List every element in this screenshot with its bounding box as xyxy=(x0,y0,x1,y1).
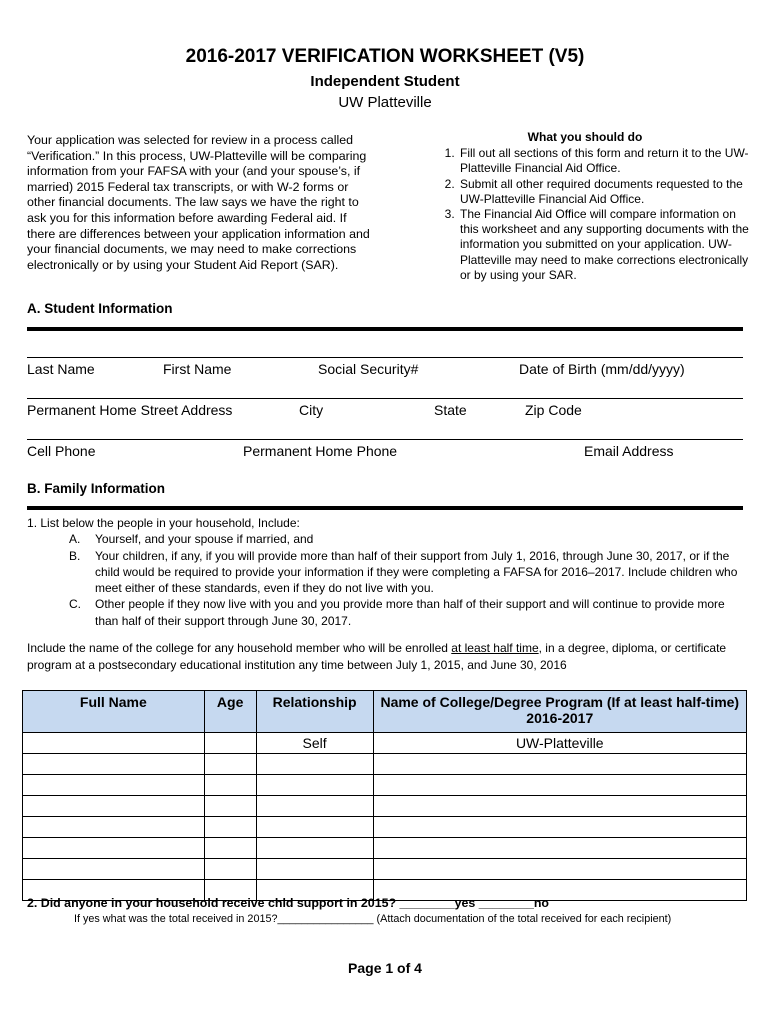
column-header-full-name: Full Name xyxy=(23,691,205,733)
note-text: Include the name of the college for any household member who will be enrolled xyxy=(27,641,452,655)
name-cell[interactable] xyxy=(23,775,205,796)
note-underlined: at least half time xyxy=(451,641,539,655)
subitem-marker: C. xyxy=(69,597,81,612)
street-address-field[interactable]: Permanent Home Street Address xyxy=(27,402,233,418)
dob-field[interactable]: Date of Birth (mm/dd/yyyy) xyxy=(519,361,685,377)
intro-paragraph: Your application was selected for review in a process called “Verification.” In this process, UW-Platteville will be comparing information from your FAFSA with your (and your spouse’s, if married) 2015 Federal tax transcripts, or with W-2 forms or other financial documents. The law says we have the right to ask you for this information before awarding Federal aid. If there are differences between your application information and your financial documents, we may need to make corrections electronically or by using your Student Aid Report (SAR). xyxy=(27,133,370,272)
item-text: . List below the people in your household, Include: xyxy=(33,516,300,530)
what-to-do-heading: What you should do xyxy=(527,130,643,144)
item-number: 1 xyxy=(27,516,34,530)
first-name-field[interactable]: First Name xyxy=(163,361,232,377)
field-divider xyxy=(27,357,743,358)
relationship-cell[interactable] xyxy=(256,838,373,859)
household-subitem xyxy=(27,531,747,547)
what-to-do-item: 3. The Financial Aid Office will compare information on this worksheet and any supporting documents with the information you submitted on your application. UW-Platteville may need to make corrections electronically or by using your SAR. xyxy=(458,207,750,283)
college-cell[interactable] xyxy=(373,754,746,775)
field-divider xyxy=(27,398,743,399)
subitem-marker: A. xyxy=(69,532,81,547)
table-row xyxy=(23,817,747,838)
college-header-line: Name of College/Degree Program (If at least half-time) xyxy=(380,694,740,710)
relationship-cell[interactable] xyxy=(256,817,373,838)
page-title: 2016-2017 VERIFICATION WORKSHEET (V5) xyxy=(185,46,585,67)
college-cell[interactable] xyxy=(373,859,746,880)
what-to-do-item: 1. Fill out all sections of this form and return it to the UW-Platteville Financial Aid Office. xyxy=(458,146,750,176)
college-cell[interactable] xyxy=(373,838,746,859)
household-instructions xyxy=(27,515,747,629)
note-text: , in a degree, diploma, or certificate program at a postsecondary educational institution any time between July 1, 2015, and June 30, 2016 xyxy=(27,641,727,672)
page-number: Page 1 of 4 xyxy=(348,960,422,976)
college-cell[interactable]: UW-Platteville xyxy=(373,733,746,754)
relationship-cell[interactable] xyxy=(256,775,373,796)
college-cell[interactable] xyxy=(373,817,746,838)
table-row xyxy=(23,796,747,817)
household-subitem xyxy=(27,548,747,597)
name-cell[interactable] xyxy=(23,838,205,859)
college-cell[interactable] xyxy=(373,796,746,817)
age-cell[interactable] xyxy=(204,796,256,817)
child-support-question[interactable]: 2. Did anyone in your household receive chld support in 2015? ________yes ________no xyxy=(27,896,549,910)
ssn-field[interactable]: Social Security# xyxy=(318,361,419,377)
household-item-1 xyxy=(27,515,747,531)
column-header-relationship: Relationship xyxy=(256,691,373,733)
table-row xyxy=(23,838,747,859)
relationship-cell[interactable] xyxy=(256,754,373,775)
last-name-field[interactable]: Last Name xyxy=(27,361,95,377)
age-cell[interactable] xyxy=(204,775,256,796)
section-b-heading: B. Family Information xyxy=(27,481,166,496)
relationship-cell[interactable] xyxy=(256,859,373,880)
city-field[interactable]: City xyxy=(299,402,324,418)
email-field[interactable]: Email Address xyxy=(584,443,674,459)
age-cell[interactable] xyxy=(204,817,256,838)
household-table xyxy=(22,690,747,901)
what-to-do-list xyxy=(430,146,750,283)
name-cell[interactable] xyxy=(23,817,205,838)
section-a-rule xyxy=(27,327,743,331)
cell-phone-field[interactable]: Cell Phone xyxy=(27,443,96,459)
subitem-text: Yourself, and your spouse if married, and xyxy=(95,532,314,547)
college-note xyxy=(27,640,747,673)
household-subitem xyxy=(27,596,747,629)
name-cell[interactable] xyxy=(23,859,205,880)
table-row xyxy=(23,775,747,796)
column-header-college xyxy=(373,691,746,733)
relationship-cell[interactable]: Self xyxy=(256,733,373,754)
table-row xyxy=(23,859,747,880)
relationship-cell[interactable] xyxy=(256,796,373,817)
college-header-year: 2016-2017 xyxy=(526,710,594,726)
what-to-do-box xyxy=(430,130,750,283)
table-header-row xyxy=(23,691,747,733)
what-to-do-item: 2. Submit all other required documents requested to the UW-Platteville Financial Aid Office. xyxy=(458,177,750,207)
column-header-age: Age xyxy=(204,691,256,733)
child-support-amount[interactable]: If yes what was the total received in 2015?________________ (Attach documentation of the total received for each recipient) xyxy=(74,913,672,925)
table-row xyxy=(23,754,747,775)
age-cell[interactable] xyxy=(204,733,256,754)
school-name: UW Platteville xyxy=(338,94,432,111)
age-cell[interactable] xyxy=(204,859,256,880)
subitem-text: Your children, if any, if you will provide more than half of their support from July 1, 2016, through June 30, 2017, or if the child would be required to provide your information if they were completing a FAFSA for 2016–2017. Include children who meet either of these standards, even if they do not live with you. xyxy=(95,548,738,596)
subitem-text: Other people if they now live with you and you provide more than half of their support and will continue to provide more than half of their support through June 30, 2017. xyxy=(95,597,725,628)
state-field[interactable]: State xyxy=(434,402,467,418)
zip-code-field[interactable]: Zip Code xyxy=(525,402,582,418)
name-cell[interactable] xyxy=(23,733,205,754)
field-divider xyxy=(27,439,743,440)
section-b-rule xyxy=(27,506,743,510)
page-subtitle: Independent Student xyxy=(310,73,460,90)
table-row xyxy=(23,733,747,754)
name-cell[interactable] xyxy=(23,754,205,775)
college-cell[interactable] xyxy=(373,775,746,796)
age-cell[interactable] xyxy=(204,754,256,775)
name-cell[interactable] xyxy=(23,796,205,817)
subitem-marker: B. xyxy=(69,548,81,563)
age-cell[interactable] xyxy=(204,838,256,859)
section-a-heading: A. Student Information xyxy=(27,301,173,316)
home-phone-field[interactable]: Permanent Home Phone xyxy=(243,443,398,459)
